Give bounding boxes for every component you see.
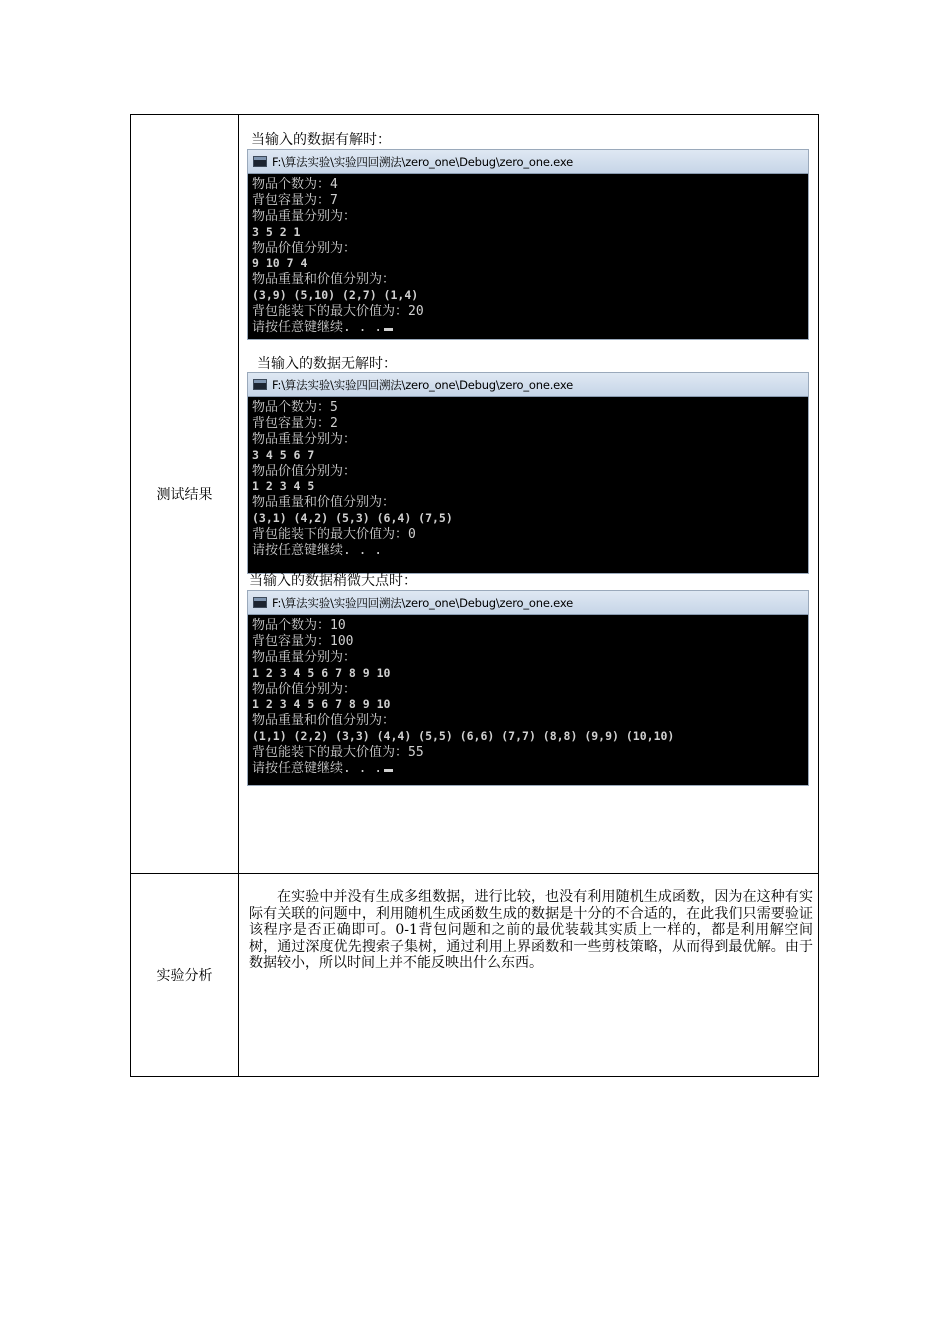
- console-output: [248, 397, 808, 562]
- console-line: 物品价值分别为：: [252, 240, 357, 256]
- console-line: 9 10 7 4: [252, 256, 308, 271]
- console-titlebar[interactable]: [248, 373, 808, 397]
- cursor-icon: [384, 769, 393, 772]
- console-app-icon: [253, 379, 267, 390]
- console-line: 物品个数为：5: [252, 400, 338, 415]
- results-label: 测试结果: [131, 115, 239, 874]
- console-line: (3,1) (4,2) (5,3) (6,4) (7,5): [252, 511, 453, 526]
- console-line: 物品重量分别为：: [252, 208, 357, 224]
- analysis-content: [239, 874, 819, 1077]
- console-prompt-line: [252, 543, 804, 559]
- console-line: 背包能装下的最大价值为：0: [252, 527, 416, 543]
- console-line: 1 2 3 4 5 6 7 8 9 10: [252, 665, 391, 680]
- console-line: 物品重量和价值分别为：: [252, 495, 396, 511]
- console-window-title: F:\算法实验\实验四回溯法\zero_one\Debug\zero_one.exe: [272, 595, 573, 610]
- console-prompt-text: 请按任意键继续. . .: [252, 761, 383, 777]
- console-line: 物品重量和价值分别为：: [252, 713, 396, 729]
- console-window: [247, 372, 809, 574]
- console-app-icon: [253, 156, 267, 167]
- console-window-title: F:\算法实验\实验四回溯法\zero_one\Debug\zero_one.exe: [272, 377, 573, 392]
- console-line: 物品个数为：10: [252, 618, 346, 633]
- console-output: [248, 174, 808, 339]
- console-line: 物品重量分别为：: [252, 431, 357, 447]
- console-prompt-text: 请按任意键继续. . .: [252, 320, 383, 336]
- console-line: 背包容量为：100: [252, 633, 354, 649]
- test-caption: 当输入的数据稍微大点时：: [249, 573, 417, 589]
- console-line: (3,9) (5,10) (2,7) (1,4): [252, 288, 419, 303]
- console-window-title: F:\算法实验\实验四回溯法\zero_one\Debug\zero_one.exe: [272, 154, 573, 169]
- console-line: 物品价值分别为：: [252, 681, 357, 697]
- console-line: 背包容量为：7: [252, 192, 338, 208]
- console-line: 物品重量分别为：: [252, 649, 357, 665]
- console-line: 物品个数为：4: [252, 177, 338, 192]
- console-prompt-text: 请按任意键继续. . .: [252, 543, 383, 559]
- console-titlebar[interactable]: [248, 150, 808, 174]
- console-line: 3 4 5 6 7: [252, 447, 315, 462]
- console-titlebar[interactable]: [248, 591, 808, 615]
- console-app-icon: [253, 597, 267, 608]
- console-output: [248, 615, 808, 780]
- console-line: 背包能装下的最大价值为：20: [252, 304, 424, 320]
- results-row: [131, 115, 819, 874]
- console-line: 物品重量和价值分别为：: [252, 272, 396, 288]
- analysis-row: [131, 874, 819, 1077]
- console-line: 1 2 3 4 5 6 7 8 9 10: [252, 697, 391, 712]
- console-prompt-line: [252, 320, 804, 336]
- test-caption: 当输入的数据有解时：: [251, 132, 391, 148]
- analysis-paragraph: 在实验中并没有生成多组数据，进行比较，也没有利用随机生成函数，因为在这种有实际有关联的问题中，利用随机生成函数生成的数据是十分的不合适的，在此我们只需要验证该程序是否正确即可。0-1背包问题和之前的最优装载其实质上一样的，都是利用解空间树，通过深度优先搜索子集树，通过利用上界函数和一些剪枝策略，从而得到最优解。由于数据较小，所以时间上并不能反映出什么东西。: [249, 889, 813, 971]
- console-line: 背包能装下的最大价值为：55: [252, 745, 424, 761]
- analysis-label: 实验分析: [131, 874, 239, 1077]
- console-line: 物品价值分别为：: [252, 463, 357, 479]
- console-window: [247, 590, 809, 786]
- console-prompt-line: [252, 761, 804, 777]
- console-line: 1 2 3 4 5: [252, 479, 315, 494]
- test-caption: 当输入的数据无解时：: [257, 356, 397, 372]
- console-line: (1,1) (2,2) (3,3) (4,4) (5,5) (6,6) (7,7) (8,8) (9,9) (10,10): [252, 729, 675, 744]
- console-window: [247, 149, 809, 340]
- console-line: 3 5 2 1: [252, 224, 301, 239]
- cursor-icon: [384, 328, 393, 331]
- report-table: [130, 114, 819, 1077]
- results-content: [239, 115, 819, 874]
- console-line: 背包容量为：2: [252, 415, 338, 431]
